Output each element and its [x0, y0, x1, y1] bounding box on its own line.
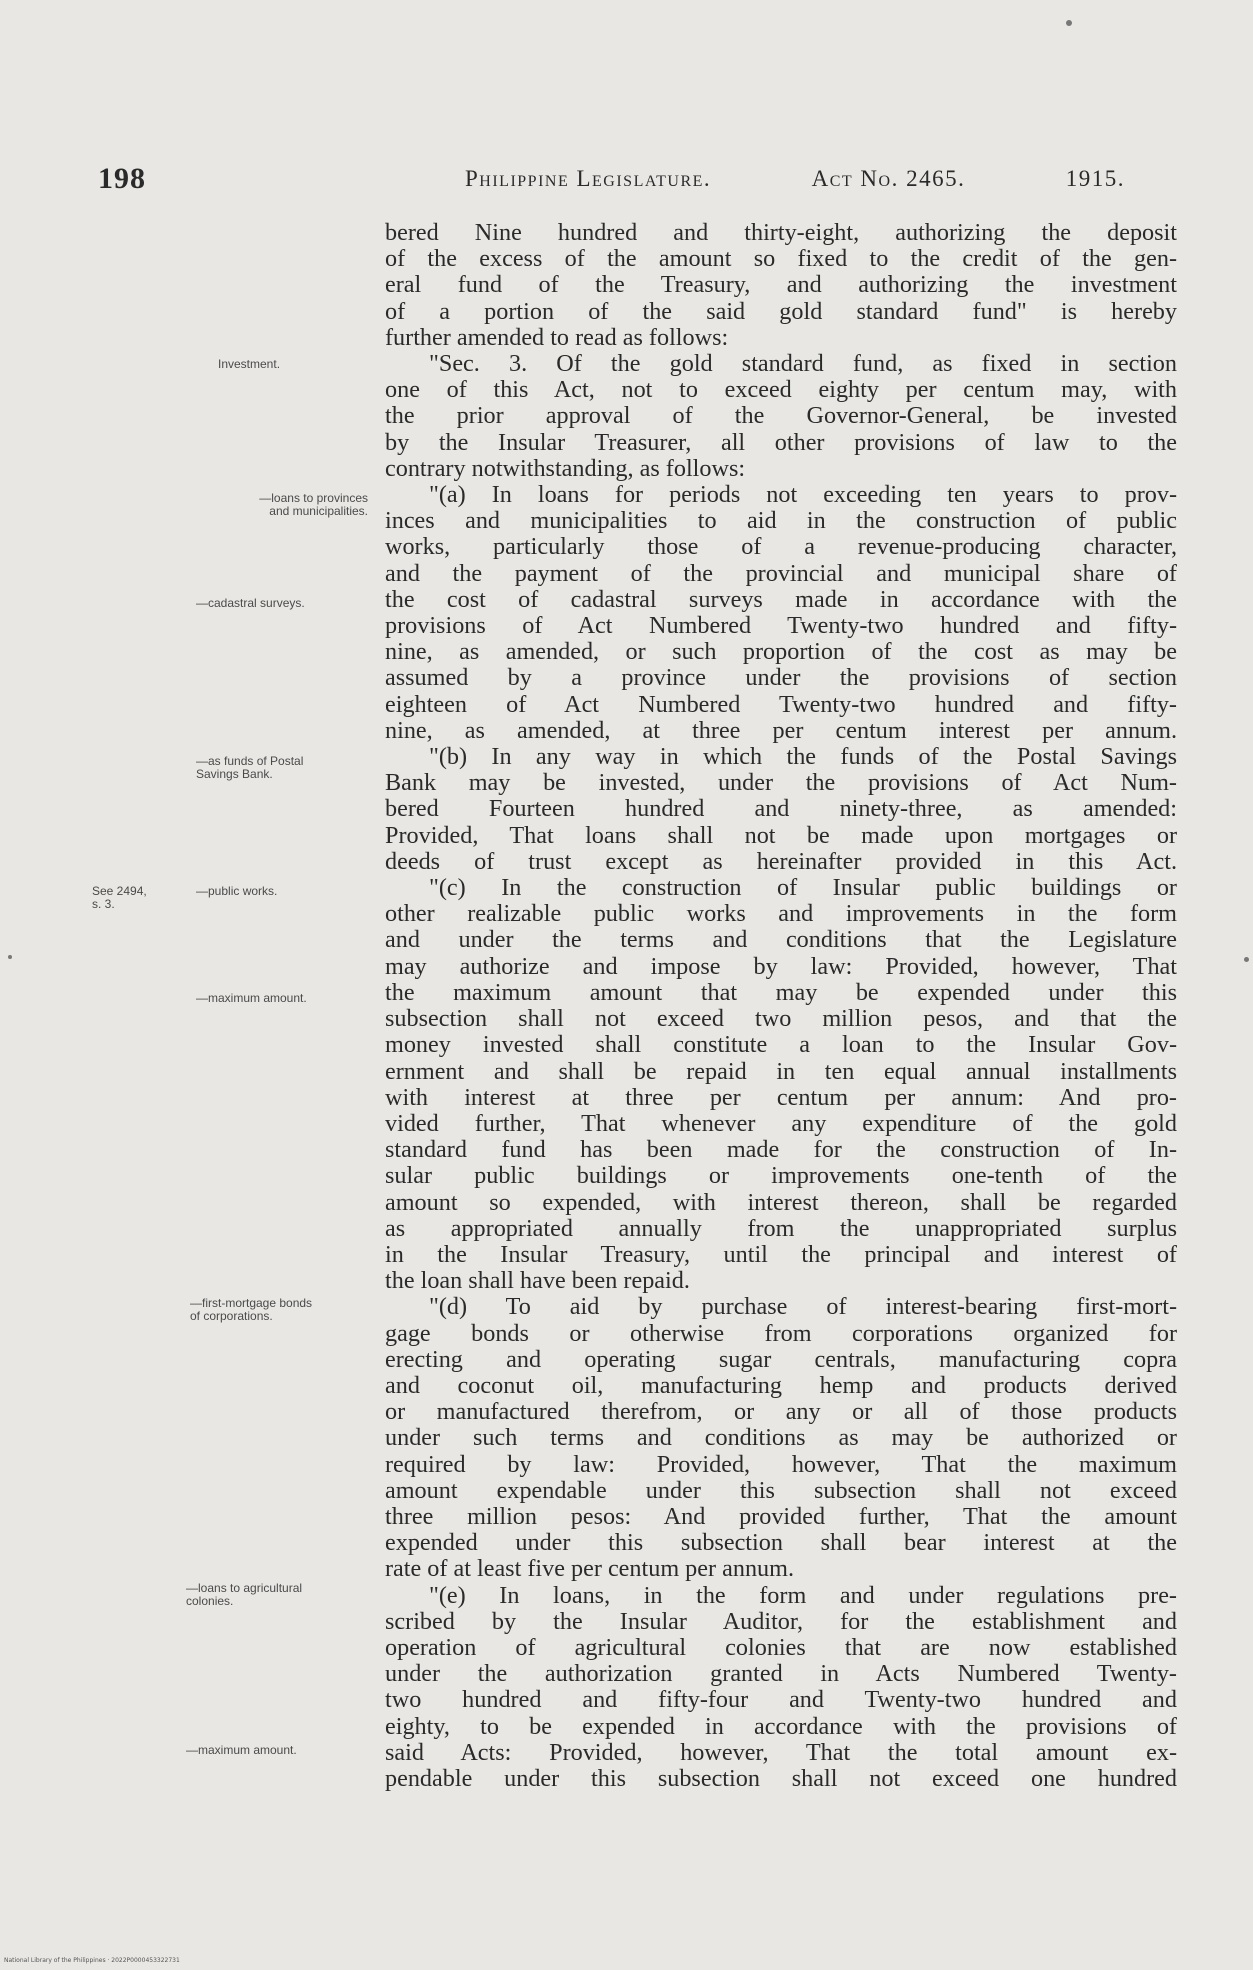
text-line: assumed by a province under the provisions of section — [385, 664, 1177, 692]
text-line: deeds of trust except as hereinafter provided in this Act. — [385, 847, 1177, 875]
text-line: scribed by the Insular Auditor, for the establishment and — [385, 1607, 1177, 1635]
text-line: subsection shall not exceed two million pesos, and that the — [385, 1005, 1177, 1033]
text-line: ernment and shall be repaid in ten equal annual installments — [385, 1057, 1177, 1085]
text-line: one of this Act, not to exceed eighty per centum may, with — [385, 376, 1177, 404]
margin-note-loans-provinces: —loans to provinces and municipalities. — [259, 491, 368, 518]
text-line: as appropriated annually from the unappropriated surplus — [385, 1214, 1177, 1242]
margin-note-public-works: —public works. — [196, 884, 278, 898]
text-line: nine, as amended, at three per centum interest per annum. — [385, 716, 1177, 744]
text-line: and under the terms and conditions that the Legislature — [385, 926, 1177, 954]
text-line: the cost of cadastral surveys made in accordance with the — [385, 585, 1177, 613]
text-line: the maximum amount that may be expended under this — [385, 978, 1177, 1006]
text-line: "(e) In loans, in the form and under regulations pre- — [429, 1581, 1177, 1609]
text-line: under such terms and conditions as may be authorized or — [385, 1424, 1177, 1452]
margin-note-maximum-amount: —maximum amount. — [196, 991, 307, 1005]
margin-note-agricultural-colonies: —loans to agricultural colonies. — [186, 1581, 303, 1608]
text-line: by the Insular Treasurer, all other provisions of law to the — [385, 428, 1177, 456]
text-line: Bank may be invested, under the provisions of Act Num- — [385, 769, 1177, 797]
text-line: in the Insular Treasury, until the principal and interest of — [385, 1240, 1177, 1268]
text-line: bered Fourteen hundred and ninety-three, as amended: — [385, 795, 1177, 823]
text-line: works, particularly those of a revenue-producing character, — [385, 533, 1177, 561]
text-line: operation of agricultural colonies that are now established — [385, 1633, 1177, 1661]
text-line: "Sec. 3. Of the gold standard fund, as fixed in section — [429, 350, 1177, 378]
text-line: two hundred and fifty-four and Twenty-two hundred and — [385, 1686, 1177, 1714]
text-line: further amended to read as follows: — [385, 323, 729, 351]
scan-credit: National Library of the Philippines · 2022P0000453322731 — [4, 1957, 180, 1964]
text-line: eral fund of the Treasury, and authorizing the investment — [385, 271, 1177, 299]
running-head-act: Act No. 2465. — [811, 166, 966, 191]
running-head-title: Philippine Legislature. — [465, 166, 712, 191]
text-line: "(a) In loans for periods not exceeding ten years to prov- — [429, 481, 1177, 509]
text-line: contrary notwithstanding, as follows: — [385, 454, 746, 482]
text-line: expended under this subsection shall bear interest at the — [385, 1529, 1177, 1557]
text-line: of the excess of the amount so fixed to the credit of the gen- — [385, 245, 1177, 273]
text-line: "(d) To aid by purchase of interest-bearing first-mort- — [429, 1293, 1177, 1321]
text-line: three million pesos: And provided further, That the amount — [385, 1502, 1177, 1530]
text-line: rate of at least five per centum per annum. — [385, 1555, 794, 1583]
text-line: nine, as amended, or such proportion of the cost as may be — [385, 638, 1177, 666]
page-number: 198 — [98, 162, 146, 195]
body-text — [385, 220, 1177, 1792]
text-line: under the authorization granted in Acts Numbered Twenty- — [385, 1660, 1177, 1688]
text-line: and the payment of the provincial and municipal share of — [385, 559, 1177, 587]
text-line: amount so expended, with interest thereon, shall be regarded — [385, 1188, 1177, 1216]
scan-speck — [8, 955, 12, 959]
text-line: bered Nine hundred and thirty-eight, authorizing the deposit — [385, 219, 1177, 246]
running-head — [465, 166, 1125, 192]
margin-note-cadastral-surveys: —cadastral surveys. — [196, 596, 305, 610]
text-line: inces and municipalities to aid in the construction of public — [385, 507, 1177, 535]
text-line: said Acts: Provided, however, That the total amount ex- — [385, 1738, 1177, 1766]
text-line: erecting and operating sugar centrals, manufacturing copra — [385, 1345, 1177, 1373]
text-line: eighteen of Act Numbered Twenty-two hundred and fifty- — [385, 690, 1177, 718]
text-line: other realizable public works and improvements in the form — [385, 900, 1177, 928]
margin-note-investment: Investment. — [218, 357, 281, 371]
text-line: money invested shall constitute a loan to the Insular Gov- — [385, 1031, 1177, 1059]
text-line: sular public buildings or improvements one-tenth of the — [385, 1162, 1177, 1190]
margin-note-maximum-amount-2: —maximum amount. — [186, 1743, 297, 1757]
scan-speck — [1066, 20, 1072, 26]
text-line: of a portion of the said gold standard fund" is hereby — [385, 297, 1177, 325]
scan-speck — [1244, 957, 1249, 962]
text-line: the loan shall have been repaid. — [385, 1267, 690, 1295]
text-line: or manufactured therefrom, or any or all of those products — [385, 1398, 1177, 1426]
text-line: eighty, to be expended in accordance with the provisions of — [385, 1712, 1177, 1740]
text-line: may authorize and impose by law: Provided, however, That — [385, 952, 1177, 980]
text-line: pendable under this subsection shall not exceed one hundred — [385, 1764, 1177, 1792]
text-line: "(c) In the construction of Insular public buildings or — [429, 874, 1177, 902]
text-line: standard fund has been made for the construction of In- — [385, 1136, 1177, 1164]
text-line: Provided, That loans shall not be made upon mortgages or — [385, 821, 1177, 849]
margin-note-postal-savings: —as funds of Postal Savings Bank. — [196, 754, 304, 781]
text-line: gage bonds or otherwise from corporations organized for — [385, 1319, 1177, 1347]
text-line: and coconut oil, manufacturing hemp and products derived — [385, 1371, 1177, 1399]
text-line: vided further, That whenever any expenditure of the gold — [385, 1109, 1177, 1137]
text-line: required by law: Provided, however, That the maximum — [385, 1450, 1177, 1478]
text-line: provisions of Act Numbered Twenty-two hundred and fifty- — [385, 612, 1177, 640]
text-line: the prior approval of the Governor-General, be invested — [385, 402, 1177, 430]
margin-note-see-reference: See 2494, s. 3. — [92, 884, 147, 911]
running-head-year: 1915. — [1065, 166, 1125, 191]
margin-note-first-mortgage-bonds: —first-mortgage bonds of corporations. — [190, 1296, 313, 1323]
text-line: amount expendable under this subsection shall not exceed — [385, 1476, 1177, 1504]
text-line: with interest at three per centum per annum: And pro- — [385, 1083, 1177, 1111]
text-line: "(b) In any way in which the funds of the Postal Savings — [429, 743, 1177, 771]
